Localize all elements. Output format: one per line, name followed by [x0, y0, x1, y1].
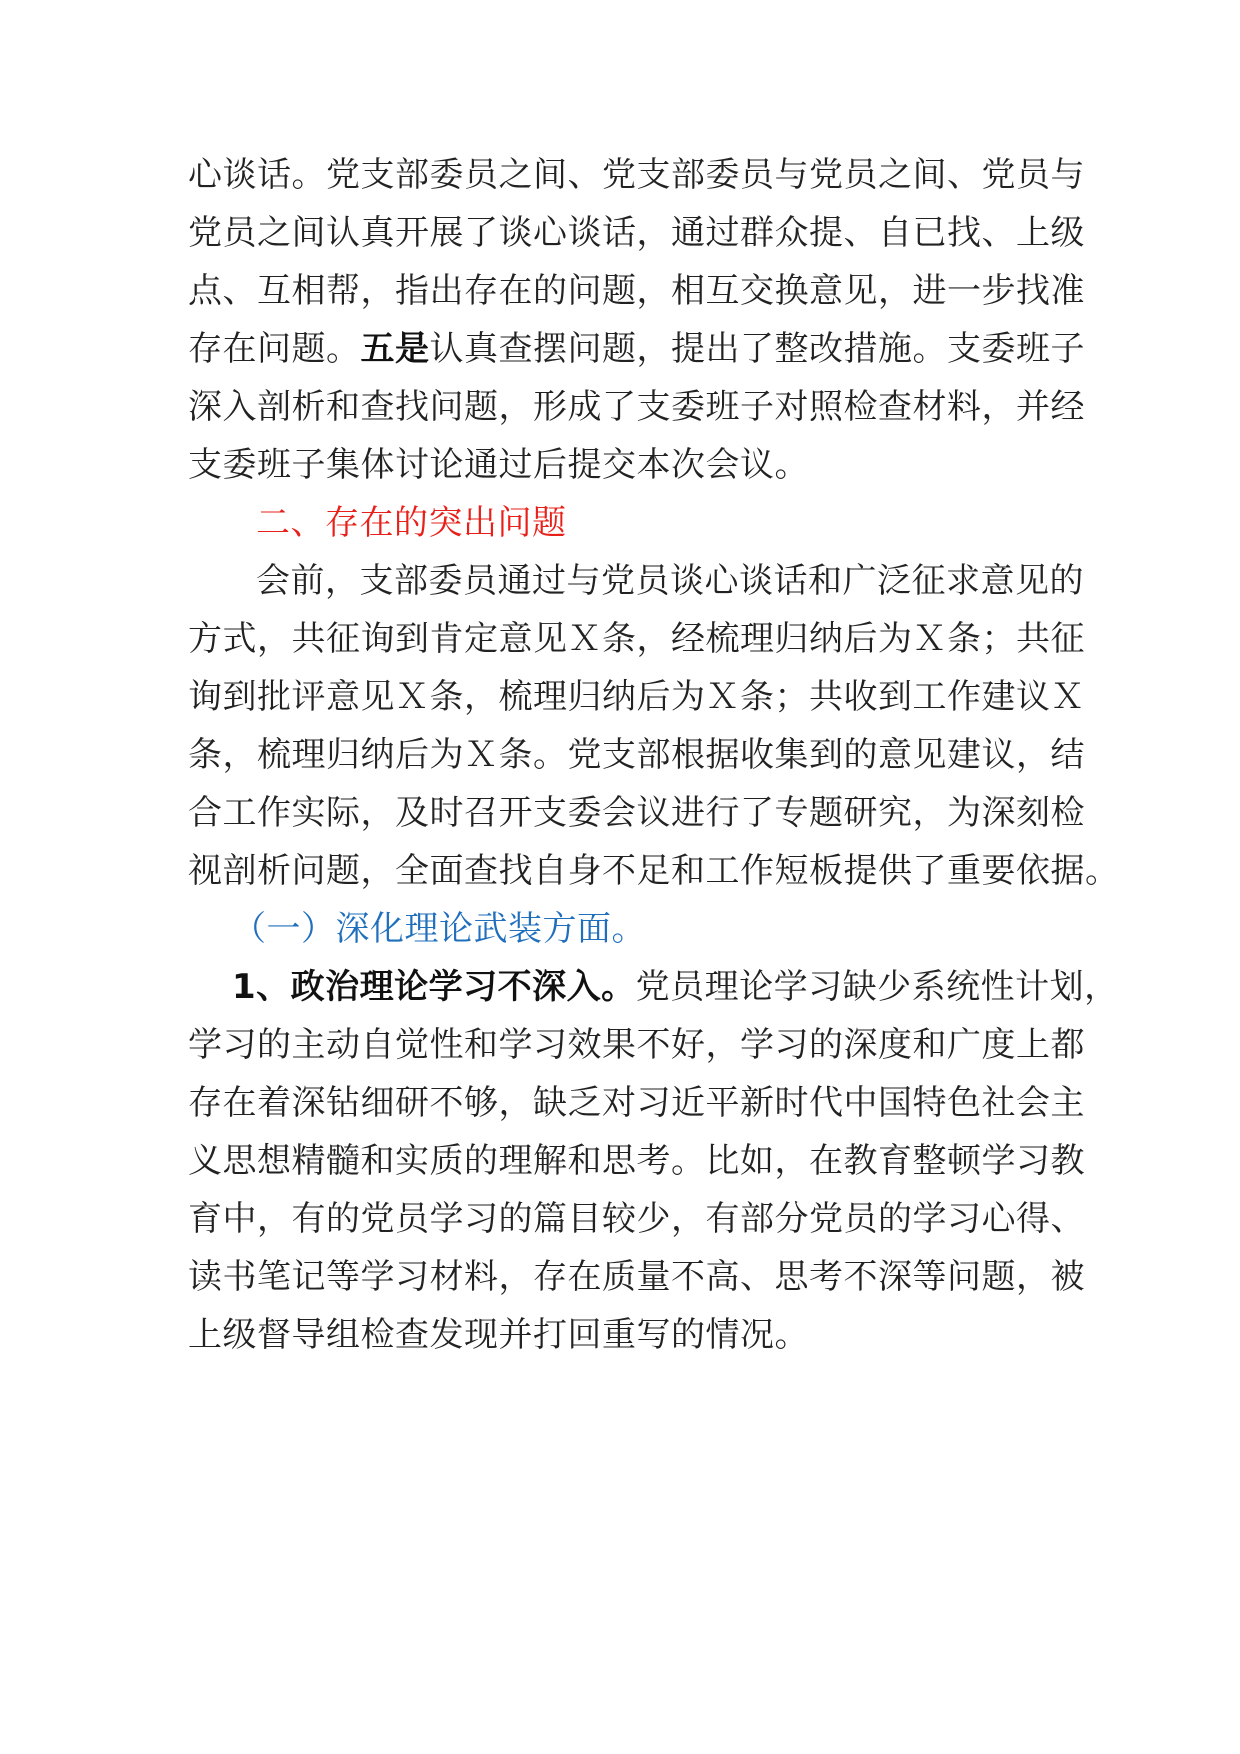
- paragraph-line: [188, 329, 1085, 369]
- paragraph-line: 方式，共征询到肯定意见Ｘ条，经梳理归纳后为Ｘ条；共征: [188, 619, 1085, 659]
- text-segment: 认真查摆问题，提出了整改措施。支委班子: [429, 329, 1085, 369]
- subsection-heading: （一）深化理论武装方面。: [232, 909, 646, 949]
- section-heading: 二、存在的突出问题: [256, 503, 567, 543]
- paragraph-line: 视剖析问题，全面查找自身不足和工作短板提供了重要依据。: [188, 851, 1120, 891]
- paragraph-line: 读书笔记等学习材料，存在质量不高、思考不深等问题，被: [188, 1257, 1085, 1297]
- paragraph-line: 点、互相帮，指出存在的问题，相互交换意见，进一步找准: [188, 271, 1085, 311]
- paragraph-line: 存在着深钻细研不够，缺乏对习近平新时代中国特色社会主: [188, 1083, 1085, 1123]
- text-segment: 存在问题。: [188, 329, 361, 369]
- paragraph-line: 询到批评意见Ｘ条，梳理归纳后为Ｘ条；共收到工作建议Ｘ: [188, 677, 1085, 717]
- paragraph-line: [232, 967, 1119, 1007]
- item-title: 1、政治理论学习不深入。: [232, 967, 636, 1007]
- paragraph-line: 义思想精髓和实质的理解和思考。比如，在教育整顿学习教: [188, 1141, 1085, 1181]
- paragraph-line: 合工作实际，及时召开支委会议进行了专题研究，为深刻检: [188, 793, 1085, 833]
- bold-keyword: 五是: [360, 329, 430, 369]
- paragraph-line: 育中，有的党员学习的篇目较少，有部分党员的学习心得、: [188, 1199, 1085, 1239]
- paragraph-line: 学习的主动自觉性和学习效果不好，学习的深度和广度上都: [188, 1025, 1085, 1065]
- paragraph-line: 条，梳理归纳后为Ｘ条。党支部根据收集到的意见建议，结: [188, 735, 1085, 775]
- paragraph-line: 支委班子集体讨论通过后提交本次会议。: [188, 445, 809, 485]
- paragraph-line: 上级督导组检查发现并打回重写的情况。: [188, 1315, 809, 1355]
- paragraph-line: 党员之间认真开展了谈心谈话，通过群众提、自已找、上级: [188, 213, 1085, 253]
- text-segment: 党员理论学习缺少系统性计划，: [635, 967, 1119, 1007]
- paragraph-line: 深入剖析和查找问题，形成了支委班子对照检查材料，并经: [188, 387, 1085, 427]
- paragraph-line: 心谈话。党支部委员之间、党支部委员与党员之间、党员与: [188, 155, 1085, 195]
- paragraph-line: 会前，支部委员通过与党员谈心谈话和广泛征求意见的: [256, 561, 1084, 601]
